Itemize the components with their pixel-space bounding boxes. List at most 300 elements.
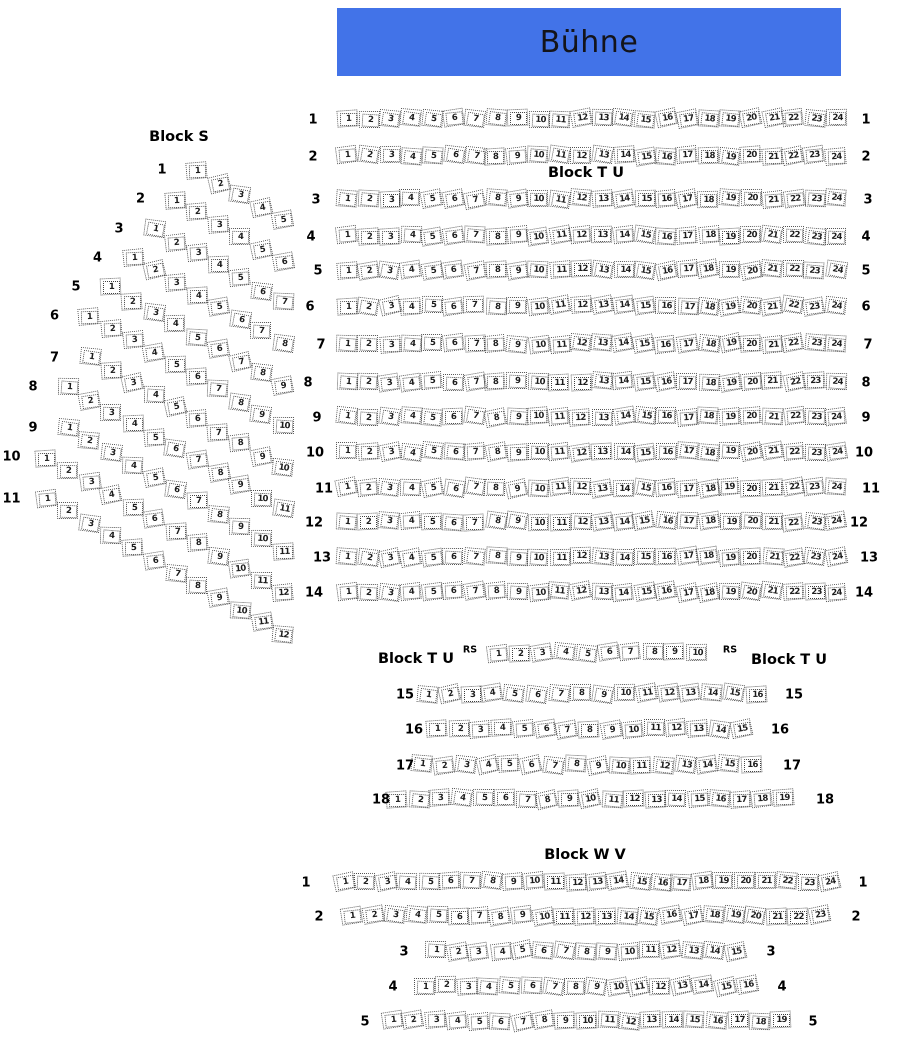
seat[interactable]: 22 bbox=[790, 911, 807, 924]
seat[interactable]: 14 bbox=[665, 1014, 682, 1027]
seat[interactable]: 24 bbox=[828, 263, 847, 279]
seat[interactable]: 19 bbox=[722, 444, 740, 458]
seat[interactable]: 11 bbox=[556, 911, 573, 924]
seat[interactable]: 14 bbox=[615, 586, 633, 600]
seat[interactable]: 5 bbox=[424, 336, 442, 350]
seat[interactable]: 3 bbox=[103, 446, 122, 461]
seat[interactable]: 19 bbox=[722, 336, 741, 352]
seat[interactable]: 10 bbox=[276, 419, 294, 433]
seat[interactable]: 17 bbox=[733, 794, 750, 808]
seat[interactable]: 10 bbox=[612, 759, 630, 774]
seat[interactable]: 2 bbox=[360, 586, 378, 600]
seat[interactable]: 1 bbox=[338, 337, 356, 351]
seat[interactable]: 12 bbox=[574, 263, 591, 276]
seat[interactable]: 5 bbox=[232, 271, 250, 285]
seat[interactable]: 23 bbox=[807, 514, 826, 529]
seat[interactable]: 14 bbox=[616, 148, 633, 162]
seat[interactable]: 3 bbox=[381, 410, 400, 426]
seat[interactable]: 1 bbox=[336, 874, 355, 890]
seat[interactable]: 6 bbox=[275, 255, 294, 270]
seat[interactable]: 10 bbox=[620, 946, 638, 960]
seat[interactable]: 18 bbox=[701, 482, 720, 497]
seat[interactable]: 20 bbox=[742, 229, 759, 243]
seat[interactable]: 9 bbox=[509, 264, 527, 279]
seat[interactable]: 10 bbox=[581, 792, 600, 808]
seat[interactable]: 2 bbox=[361, 192, 379, 207]
seat[interactable]: 14 bbox=[615, 515, 633, 530]
seat[interactable]: 19 bbox=[721, 411, 739, 425]
seat[interactable]: 12 bbox=[574, 377, 591, 390]
seat[interactable]: 15 bbox=[637, 408, 656, 423]
seat[interactable]: 4 bbox=[404, 409, 422, 424]
seat[interactable]: 9 bbox=[666, 646, 683, 659]
seat[interactable]: 23 bbox=[807, 336, 825, 351]
seat[interactable]: 5 bbox=[430, 908, 448, 922]
seat[interactable]: 4 bbox=[478, 758, 497, 774]
seat[interactable]: 17 bbox=[679, 112, 698, 127]
seat[interactable]: 23 bbox=[808, 586, 825, 599]
seat[interactable]: 16 bbox=[658, 299, 676, 313]
seat[interactable]: 13 bbox=[643, 1014, 660, 1027]
seat[interactable]: 5 bbox=[470, 1015, 488, 1029]
seat[interactable]: 7 bbox=[466, 550, 485, 565]
seat[interactable]: 7 bbox=[551, 687, 570, 702]
seat[interactable]: 24 bbox=[827, 298, 846, 314]
seat[interactable]: 8 bbox=[488, 301, 506, 315]
seat[interactable]: 5 bbox=[168, 359, 185, 372]
seat[interactable]: 3 bbox=[428, 1013, 446, 1027]
seat[interactable]: 9 bbox=[210, 550, 229, 566]
seat[interactable]: 7 bbox=[471, 910, 489, 924]
seat[interactable]: 9 bbox=[561, 792, 578, 805]
seat[interactable]: 4 bbox=[253, 201, 272, 217]
seat[interactable]: 9 bbox=[510, 447, 527, 461]
seat[interactable]: 13 bbox=[595, 111, 613, 125]
seat[interactable]: 1 bbox=[388, 794, 405, 807]
seat[interactable]: 18 bbox=[754, 792, 772, 806]
seat[interactable]: 20 bbox=[742, 111, 761, 127]
seat[interactable]: 7 bbox=[253, 324, 271, 338]
seat[interactable]: 7 bbox=[466, 298, 483, 311]
seat[interactable]: 20 bbox=[743, 337, 760, 350]
seat[interactable]: 6 bbox=[446, 147, 465, 163]
seat[interactable]: 2 bbox=[360, 264, 378, 279]
seat[interactable]: 2 bbox=[81, 394, 100, 409]
seat[interactable]: 13 bbox=[594, 229, 611, 242]
seat[interactable]: 14 bbox=[616, 446, 634, 460]
seat[interactable]: 13 bbox=[594, 262, 613, 278]
seat[interactable]: 14 bbox=[705, 944, 724, 960]
seat[interactable]: 18 bbox=[700, 446, 718, 461]
seat[interactable]: 3 bbox=[470, 946, 488, 961]
seat[interactable]: 11 bbox=[550, 584, 568, 599]
seat[interactable]: 6 bbox=[444, 516, 462, 531]
seat[interactable]: 24 bbox=[827, 481, 845, 496]
seat[interactable]: 11 bbox=[254, 574, 272, 588]
seat[interactable]: 2 bbox=[81, 434, 100, 449]
seat[interactable]: 6 bbox=[210, 342, 228, 357]
seat[interactable]: 4 bbox=[402, 551, 421, 566]
seat[interactable]: 5 bbox=[424, 586, 442, 600]
seat[interactable]: 7 bbox=[466, 409, 485, 425]
seat[interactable]: 7 bbox=[467, 229, 485, 244]
seat[interactable]: 9 bbox=[252, 408, 271, 424]
seat[interactable]: 5 bbox=[424, 299, 442, 313]
seat[interactable]: 16 bbox=[657, 584, 676, 599]
seat[interactable]: 15 bbox=[733, 722, 752, 738]
seat[interactable]: 23 bbox=[807, 112, 826, 127]
seat[interactable]: 23 bbox=[805, 300, 824, 315]
seat[interactable]: 15 bbox=[720, 757, 739, 772]
seat[interactable]: 16 bbox=[657, 150, 675, 165]
seat[interactable]: 2 bbox=[124, 295, 141, 308]
seat[interactable]: 2 bbox=[357, 876, 375, 890]
seat[interactable]: 19 bbox=[726, 908, 745, 924]
seat[interactable]: 14 bbox=[698, 758, 716, 773]
seat[interactable]: 2 bbox=[452, 723, 469, 736]
seat[interactable]: 16 bbox=[657, 230, 675, 245]
seat[interactable]: 3 bbox=[472, 724, 490, 738]
seat[interactable]: 5 bbox=[476, 791, 494, 805]
seat[interactable]: 8 bbox=[488, 549, 506, 564]
seat[interactable]: 21 bbox=[765, 516, 782, 529]
seat[interactable]: 14 bbox=[615, 375, 633, 389]
seat[interactable]: 24 bbox=[828, 550, 847, 565]
seat[interactable]: 3 bbox=[534, 646, 552, 661]
seat[interactable]: 6 bbox=[232, 312, 251, 328]
seat[interactable]: 15 bbox=[637, 375, 655, 390]
seat[interactable]: 15 bbox=[727, 944, 746, 960]
seat[interactable]: 14 bbox=[620, 910, 638, 925]
seat[interactable]: 9 bbox=[508, 149, 526, 163]
seat[interactable]: 7 bbox=[556, 943, 575, 959]
seat[interactable]: 10 bbox=[254, 492, 272, 506]
seat[interactable]: 12 bbox=[572, 191, 591, 206]
seat[interactable]: 5 bbox=[167, 400, 186, 416]
seat[interactable]: 2 bbox=[360, 481, 378, 495]
seat[interactable]: 4 bbox=[494, 721, 511, 734]
seat[interactable]: 15 bbox=[636, 299, 654, 314]
seat[interactable]: 14 bbox=[695, 978, 713, 993]
seat[interactable]: 20 bbox=[743, 264, 762, 279]
seat[interactable]: 20 bbox=[742, 584, 761, 600]
seat[interactable]: 11 bbox=[551, 147, 570, 163]
seat[interactable]: 8 bbox=[488, 445, 507, 460]
seat[interactable]: 17 bbox=[679, 375, 697, 389]
seat[interactable]: 5 bbox=[146, 471, 165, 486]
seat[interactable]: 2 bbox=[360, 376, 378, 390]
seat[interactable]: 8 bbox=[487, 150, 504, 163]
seat[interactable]: 19 bbox=[721, 191, 739, 206]
seat[interactable]: 3 bbox=[460, 981, 477, 995]
seat[interactable]: 20 bbox=[743, 445, 762, 460]
seat[interactable]: 7 bbox=[210, 427, 227, 440]
seat[interactable]: 6 bbox=[146, 555, 164, 570]
seat[interactable]: 19 bbox=[721, 481, 739, 495]
seat[interactable]: 9 bbox=[510, 228, 528, 242]
seat[interactable]: 6 bbox=[445, 585, 463, 599]
seat[interactable]: 12 bbox=[668, 721, 686, 735]
seat[interactable]: 3 bbox=[382, 338, 400, 352]
seat[interactable]: 24 bbox=[821, 874, 840, 890]
seat[interactable]: 20 bbox=[743, 551, 760, 564]
seat[interactable]: 18 bbox=[700, 549, 718, 564]
seat[interactable]: 15 bbox=[635, 514, 654, 529]
seat[interactable]: 3 bbox=[458, 758, 477, 774]
seat[interactable]: 22 bbox=[779, 874, 798, 889]
seat[interactable]: 19 bbox=[721, 113, 739, 128]
seat[interactable]: 15 bbox=[636, 113, 654, 128]
seat[interactable]: 2 bbox=[60, 505, 78, 519]
seat[interactable]: 20 bbox=[742, 149, 759, 162]
seat[interactable]: 3 bbox=[81, 517, 100, 533]
seat[interactable]: 12 bbox=[652, 981, 669, 994]
seat[interactable]: 2 bbox=[168, 236, 186, 250]
seat[interactable]: 10 bbox=[531, 113, 549, 127]
seat[interactable]: 3 bbox=[381, 112, 400, 127]
seat[interactable]: 21 bbox=[765, 151, 782, 164]
seat[interactable]: 1 bbox=[339, 149, 357, 163]
seat[interactable]: 1 bbox=[340, 113, 357, 126]
seat[interactable]: 5 bbox=[424, 375, 442, 389]
seat[interactable]: 6 bbox=[445, 263, 463, 278]
seat[interactable]: 19 bbox=[773, 1014, 790, 1027]
seat[interactable]: 22 bbox=[786, 192, 804, 207]
seat[interactable]: 8 bbox=[488, 191, 506, 206]
seat[interactable]: 9 bbox=[508, 481, 527, 497]
seat[interactable]: 3 bbox=[378, 875, 397, 891]
seat[interactable]: 17 bbox=[673, 876, 691, 890]
seat[interactable]: 5 bbox=[425, 444, 444, 459]
seat[interactable]: 6 bbox=[445, 551, 463, 565]
seat[interactable]: 16 bbox=[658, 551, 675, 564]
seat[interactable]: 3 bbox=[381, 551, 400, 567]
seat[interactable]: 14 bbox=[616, 552, 634, 566]
seat[interactable]: 17 bbox=[679, 483, 696, 497]
seat[interactable]: 1 bbox=[490, 648, 508, 662]
seat[interactable]: 11 bbox=[553, 517, 570, 530]
seat[interactable]: 9 bbox=[231, 521, 249, 535]
seat[interactable]: 1 bbox=[60, 381, 78, 395]
seat[interactable]: 23 bbox=[806, 264, 824, 279]
seat[interactable]: 9 bbox=[510, 551, 528, 565]
seat[interactable]: 19 bbox=[722, 263, 739, 276]
seat[interactable]: 20 bbox=[743, 376, 761, 390]
seat[interactable]: 3 bbox=[382, 231, 399, 244]
seat[interactable]: 10 bbox=[530, 376, 548, 390]
seat[interactable]: 14 bbox=[711, 722, 730, 738]
seat[interactable]: 24 bbox=[828, 151, 846, 165]
seat[interactable]: 18 bbox=[705, 908, 723, 923]
seat[interactable]: 6 bbox=[445, 192, 464, 207]
seat[interactable]: 16 bbox=[739, 978, 758, 993]
seat[interactable]: 23 bbox=[806, 480, 824, 494]
seat[interactable]: 13 bbox=[594, 585, 612, 599]
seat[interactable]: 11 bbox=[552, 552, 569, 566]
seat[interactable]: 1 bbox=[339, 229, 357, 243]
seat[interactable]: 10 bbox=[233, 604, 251, 619]
seat[interactable]: 14 bbox=[668, 792, 686, 806]
seat[interactable]: 3 bbox=[382, 298, 401, 314]
seat[interactable]: 4 bbox=[145, 346, 164, 361]
seat[interactable]: 3 bbox=[211, 218, 229, 232]
seat[interactable]: 8 bbox=[489, 231, 506, 244]
seat[interactable]: 4 bbox=[167, 318, 184, 331]
seat[interactable]: 8 bbox=[231, 396, 250, 412]
seat[interactable]: 2 bbox=[361, 446, 378, 460]
seat[interactable]: 11 bbox=[600, 1013, 618, 1027]
seat[interactable]: 12 bbox=[572, 335, 591, 350]
seat[interactable]: 1 bbox=[338, 479, 357, 495]
seat[interactable]: 15 bbox=[637, 150, 655, 165]
seat[interactable]: 21 bbox=[763, 228, 782, 244]
seat[interactable]: 8 bbox=[573, 687, 591, 701]
seat[interactable]: 3 bbox=[386, 908, 405, 923]
seat[interactable]: 6 bbox=[188, 412, 206, 426]
seat[interactable]: 10 bbox=[689, 647, 706, 661]
seat[interactable]: 1 bbox=[103, 281, 120, 294]
seat[interactable]: 23 bbox=[808, 192, 826, 206]
seat[interactable]: 4 bbox=[556, 645, 575, 660]
seat[interactable]: 1 bbox=[385, 1013, 403, 1028]
seat[interactable]: 13 bbox=[681, 686, 699, 701]
seat[interactable]: 10 bbox=[530, 230, 548, 245]
seat[interactable]: 4 bbox=[454, 791, 473, 806]
seat[interactable]: 5 bbox=[425, 264, 443, 279]
seat[interactable]: 7 bbox=[462, 874, 480, 888]
seat[interactable]: 17 bbox=[679, 549, 697, 564]
seat[interactable]: 6 bbox=[446, 445, 464, 460]
seat[interactable]: 2 bbox=[361, 113, 379, 127]
seat[interactable]: 21 bbox=[764, 375, 781, 389]
seat[interactable]: 8 bbox=[189, 580, 207, 594]
seat[interactable]: 9 bbox=[509, 299, 527, 313]
seat[interactable]: 2 bbox=[438, 979, 455, 992]
seat[interactable]: 23 bbox=[808, 446, 826, 460]
seat[interactable]: 18 bbox=[700, 409, 718, 424]
seat[interactable]: 20 bbox=[743, 298, 762, 313]
seat[interactable]: 16 bbox=[748, 689, 765, 702]
seat[interactable]: 14 bbox=[609, 874, 628, 889]
seat[interactable]: 12 bbox=[621, 1015, 640, 1030]
seat[interactable]: 2 bbox=[511, 647, 528, 660]
seat[interactable]: 18 bbox=[700, 300, 719, 316]
seat[interactable]: 21 bbox=[763, 584, 782, 600]
seat[interactable]: 14 bbox=[614, 336, 633, 351]
seat[interactable]: 12 bbox=[574, 516, 592, 530]
seat[interactable]: 1 bbox=[339, 515, 357, 530]
seat[interactable]: 20 bbox=[743, 409, 761, 423]
seat[interactable]: 11 bbox=[551, 193, 570, 209]
seat[interactable]: 7 bbox=[169, 526, 186, 539]
seat[interactable]: 16 bbox=[711, 792, 729, 807]
seat[interactable]: 5 bbox=[501, 758, 518, 772]
seat[interactable]: 3 bbox=[125, 334, 143, 348]
seat[interactable]: 4 bbox=[147, 389, 165, 403]
seat[interactable]: 1 bbox=[60, 421, 79, 436]
seat[interactable]: 8 bbox=[483, 874, 502, 890]
seat[interactable]: 12 bbox=[660, 687, 678, 702]
seat[interactable]: 1 bbox=[340, 375, 358, 389]
seat[interactable]: 16 bbox=[659, 445, 677, 459]
seat[interactable]: 7 bbox=[466, 584, 485, 599]
seat[interactable]: 14 bbox=[703, 686, 721, 701]
seat[interactable]: 5 bbox=[125, 501, 142, 514]
seat[interactable]: 5 bbox=[578, 647, 597, 662]
seat[interactable]: 7 bbox=[466, 517, 483, 530]
seat[interactable]: 3 bbox=[82, 475, 100, 489]
seat[interactable]: 24 bbox=[827, 514, 846, 529]
seat[interactable]: 5 bbox=[423, 230, 441, 245]
seat[interactable]: 5 bbox=[124, 541, 141, 554]
seat[interactable]: 17 bbox=[678, 230, 696, 244]
seat[interactable]: 4 bbox=[102, 488, 121, 504]
seat[interactable]: 1 bbox=[414, 757, 433, 772]
seat[interactable]: 10 bbox=[530, 551, 548, 565]
seat[interactable]: 10 bbox=[531, 482, 549, 496]
seat[interactable]: 15 bbox=[717, 979, 736, 995]
seat[interactable]: 2 bbox=[360, 338, 378, 352]
seat[interactable]: 6 bbox=[446, 229, 464, 244]
seat[interactable]: 22 bbox=[785, 551, 804, 566]
seat[interactable]: 21 bbox=[765, 410, 783, 424]
seat[interactable]: 18 bbox=[751, 1015, 769, 1029]
seat[interactable]: 13 bbox=[594, 298, 613, 313]
seat[interactable]: 5 bbox=[423, 192, 442, 207]
seat[interactable]: 23 bbox=[807, 230, 826, 245]
seat[interactable]: 19 bbox=[722, 586, 740, 600]
seat[interactable]: 8 bbox=[646, 645, 663, 659]
seat[interactable]: 9 bbox=[587, 979, 606, 995]
seat[interactable]: 12 bbox=[573, 480, 591, 494]
seat[interactable]: 11 bbox=[552, 263, 570, 277]
seat[interactable]: 4 bbox=[402, 301, 419, 315]
seat[interactable]: 8 bbox=[489, 263, 506, 276]
seat[interactable]: 5 bbox=[423, 411, 442, 426]
seat[interactable]: 18 bbox=[701, 112, 719, 127]
seat[interactable]: 12 bbox=[574, 299, 591, 313]
seat[interactable]: 11 bbox=[630, 980, 649, 996]
seat[interactable]: 5 bbox=[424, 149, 442, 164]
seat[interactable]: 4 bbox=[402, 111, 421, 126]
seat[interactable]: 6 bbox=[538, 722, 556, 737]
seat[interactable]: 19 bbox=[776, 792, 793, 805]
seat[interactable]: 21 bbox=[763, 262, 782, 277]
seat[interactable]: 20 bbox=[743, 483, 760, 496]
seat[interactable]: 12 bbox=[275, 586, 293, 600]
seat[interactable]: 6 bbox=[445, 300, 463, 315]
seat[interactable]: 15 bbox=[632, 875, 651, 890]
seat[interactable]: 4 bbox=[232, 230, 250, 244]
seat[interactable]: 16 bbox=[662, 908, 681, 923]
seat[interactable]: 8 bbox=[190, 536, 208, 550]
seat[interactable]: 10 bbox=[530, 193, 547, 207]
seat[interactable]: 24 bbox=[829, 375, 847, 389]
seat[interactable]: 7 bbox=[466, 193, 485, 209]
seat[interactable]: 8 bbox=[487, 482, 505, 496]
seat[interactable]: 5 bbox=[513, 943, 532, 959]
seat[interactable]: 4 bbox=[403, 151, 421, 166]
seat[interactable]: 19 bbox=[722, 150, 741, 165]
seat[interactable]: 3 bbox=[190, 246, 208, 260]
seat[interactable]: 14 bbox=[614, 111, 633, 126]
seat[interactable]: 16 bbox=[744, 759, 761, 772]
seat[interactable]: 23 bbox=[806, 149, 824, 164]
seat[interactable]: 15 bbox=[725, 686, 744, 702]
seat[interactable]: 15 bbox=[640, 909, 659, 924]
seat[interactable]: 10 bbox=[579, 1015, 596, 1028]
seat[interactable]: 8 bbox=[491, 910, 510, 925]
